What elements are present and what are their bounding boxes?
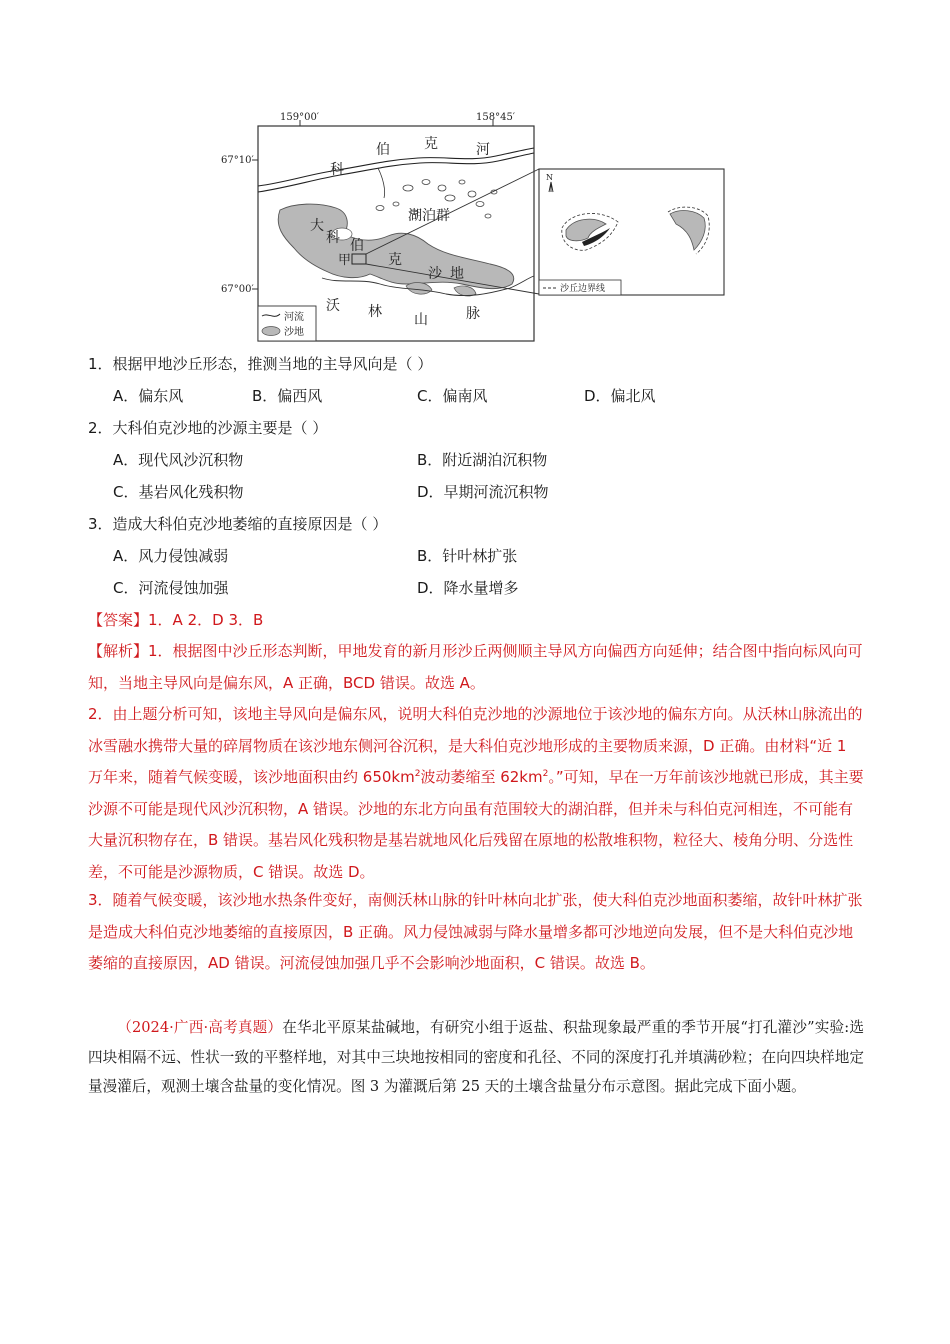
lat-bottom-label: 67°00′ (221, 284, 254, 295)
mountain-label-wo: 沃 (326, 298, 340, 314)
river-label-ke2: 克 (424, 136, 438, 152)
question-1-option-b: B．偏西风 (252, 387, 323, 405)
question-2-option-b: B．附近湖泊沉积物 (417, 451, 548, 469)
question-3-stem: 3．造成大科伯克沙地萎缩的直接原因是（ ） (88, 515, 388, 533)
legend-river-label: 河流 (284, 312, 304, 323)
question-3-option-b: B．针叶林扩张 (417, 547, 518, 565)
superscript-2-b: 2 (542, 769, 549, 779)
legend-sand-label: 沙地 (284, 327, 304, 338)
question-3-option-c: C．河流侵蚀加强 (113, 579, 229, 597)
answer-label: 【答案】 (88, 611, 149, 629)
legend-sand-symbol (262, 327, 280, 336)
analysis-p3: 3．随着气候变暖，该沙地水热条件变好，南侧沃林山脉的针叶林向北扩张，使大科伯克沙地面积萎缩，故针叶林扩张是造成大科伯克沙地萎缩的直接原因，B 正确。风力侵蚀减弱与降水量增多都可沙地逆向发展，但不是大科伯克沙地萎缩的直接原因，AD 错误。河流侵蚀加强几乎不会影响沙地面积，C 错误。故选 B。 (88, 891, 863, 972)
answer-line (88, 610, 263, 630)
mountain-label-lin: 林 (368, 304, 382, 320)
analysis-label: 【解析】 (88, 642, 149, 660)
question-2-option-a: A．现代风沙沉积物 (113, 451, 244, 469)
river-label-he: 河 (476, 142, 490, 158)
next-material-paragraph (88, 1013, 864, 1102)
question-2-option-c: C．基岩风化残积物 (113, 483, 244, 501)
river-label-bo: 伯 (376, 142, 390, 158)
sand-label-da: 大 (310, 218, 324, 234)
question-2-stem: 2．大科伯克沙地的沙源主要是（ ） (88, 419, 328, 437)
mountain-label-mai: 脉 (466, 306, 480, 322)
map-figure (218, 108, 728, 344)
lat-top-label: 67°10′ (221, 155, 254, 166)
inset-legend-label: 沙丘边界线 (560, 284, 606, 294)
analysis-p1-text: 1．根据图中沙丘形态判断，甲地发育的新月形沙丘两侧顺主导风方向偏西方向延伸；结合图中指向标风向可知，当地主导风向是偏东风，A 正确，BCD 错误。故选 A。 (88, 642, 863, 692)
question-3-option-a: A．风力侵蚀减弱 (113, 547, 229, 565)
sand-label-bo: 伯 (350, 238, 364, 254)
mountain-label-shan: 山 (414, 312, 428, 328)
sand-label-sha: 沙 (428, 266, 442, 282)
analysis-p1 (88, 636, 866, 699)
lon-left-label: 159°00′ (280, 112, 320, 123)
point-jia-label: 甲 (338, 253, 352, 268)
question-1-stem: 1．根据甲地沙丘形态，推测当地的主导风向是（ ） (88, 355, 433, 373)
answer-text: 1．A 2．D 3．B (148, 611, 264, 629)
river-label-ke: 科 (330, 162, 344, 178)
superscript-2-a: 2 (414, 769, 421, 779)
question-3-option-d: D．降水量增多 (417, 579, 519, 597)
question-1-option-c: C．偏南风 (417, 387, 488, 405)
lon-right-label: 158°45′ (476, 112, 516, 123)
analysis-p2-b: 波动萎缩至 62km (420, 768, 543, 786)
material-source: （2024·广西·高考真题） (117, 1019, 283, 1036)
lake-group-label: 湖泊群 (408, 208, 450, 224)
sand-label-ke: 科 (326, 230, 340, 246)
inset-north-label: N (546, 173, 553, 182)
sand-label-di: 地 (450, 266, 464, 282)
analysis-p2-a: 2．由上题分析可知，该地主导风向是偏东风，说明大科伯克沙地的沙源地位于该沙地的偏东方向。从沃林山脉流出的冰雪融水携带大量的碎屑物质在该沙地东侧河谷沉积，是大科伯克沙地形成的主要物质来源，D 正确。由材料“近 1 万年来，随着气候变暖，该沙地面积由约 650km (88, 705, 863, 786)
material-text: 在华北平原某盐碱地，有研究小组于返盐、积盐现象最严重的季节开展“打孔灌沙”实验:选四块相隔不远、性状一致的平整样地，对其中三块地按相同的密度和孔径、不同的深度打孔并填满砂粒；在向四块样地定量漫灌后，观测土壤含盐量的变化情况。图 3 为灌溉后第 25 天的土壤含盐量分布示意图。据此完成下面小题。 (88, 1019, 864, 1095)
kobuk-sand-map (218, 108, 728, 344)
analysis-p2-c: 。”可知，早在一万年前该沙地就已形成，其主要沙源不可能是现代风沙沉积物，A 错误。沙地的东北方向虽有范围较大的湖泊群，但并未与科伯克河相连，不可能有大量沉积物存在，B 错误。基岩风化残积物是基岩就地风化后残留在原地的松散堆积物，粒径大、棱角分明、分选性差，不可能是沙源物质，C 错误。故选 D。 (88, 768, 864, 881)
analysis-p2 (88, 699, 866, 888)
sand-label-ke2: 克 (388, 252, 402, 268)
question-1-option-d: D．偏北风 (584, 387, 656, 405)
question-2-option-d: D．早期河流沉积物 (417, 483, 549, 501)
question-1-option-a: A．偏东风 (113, 387, 184, 405)
